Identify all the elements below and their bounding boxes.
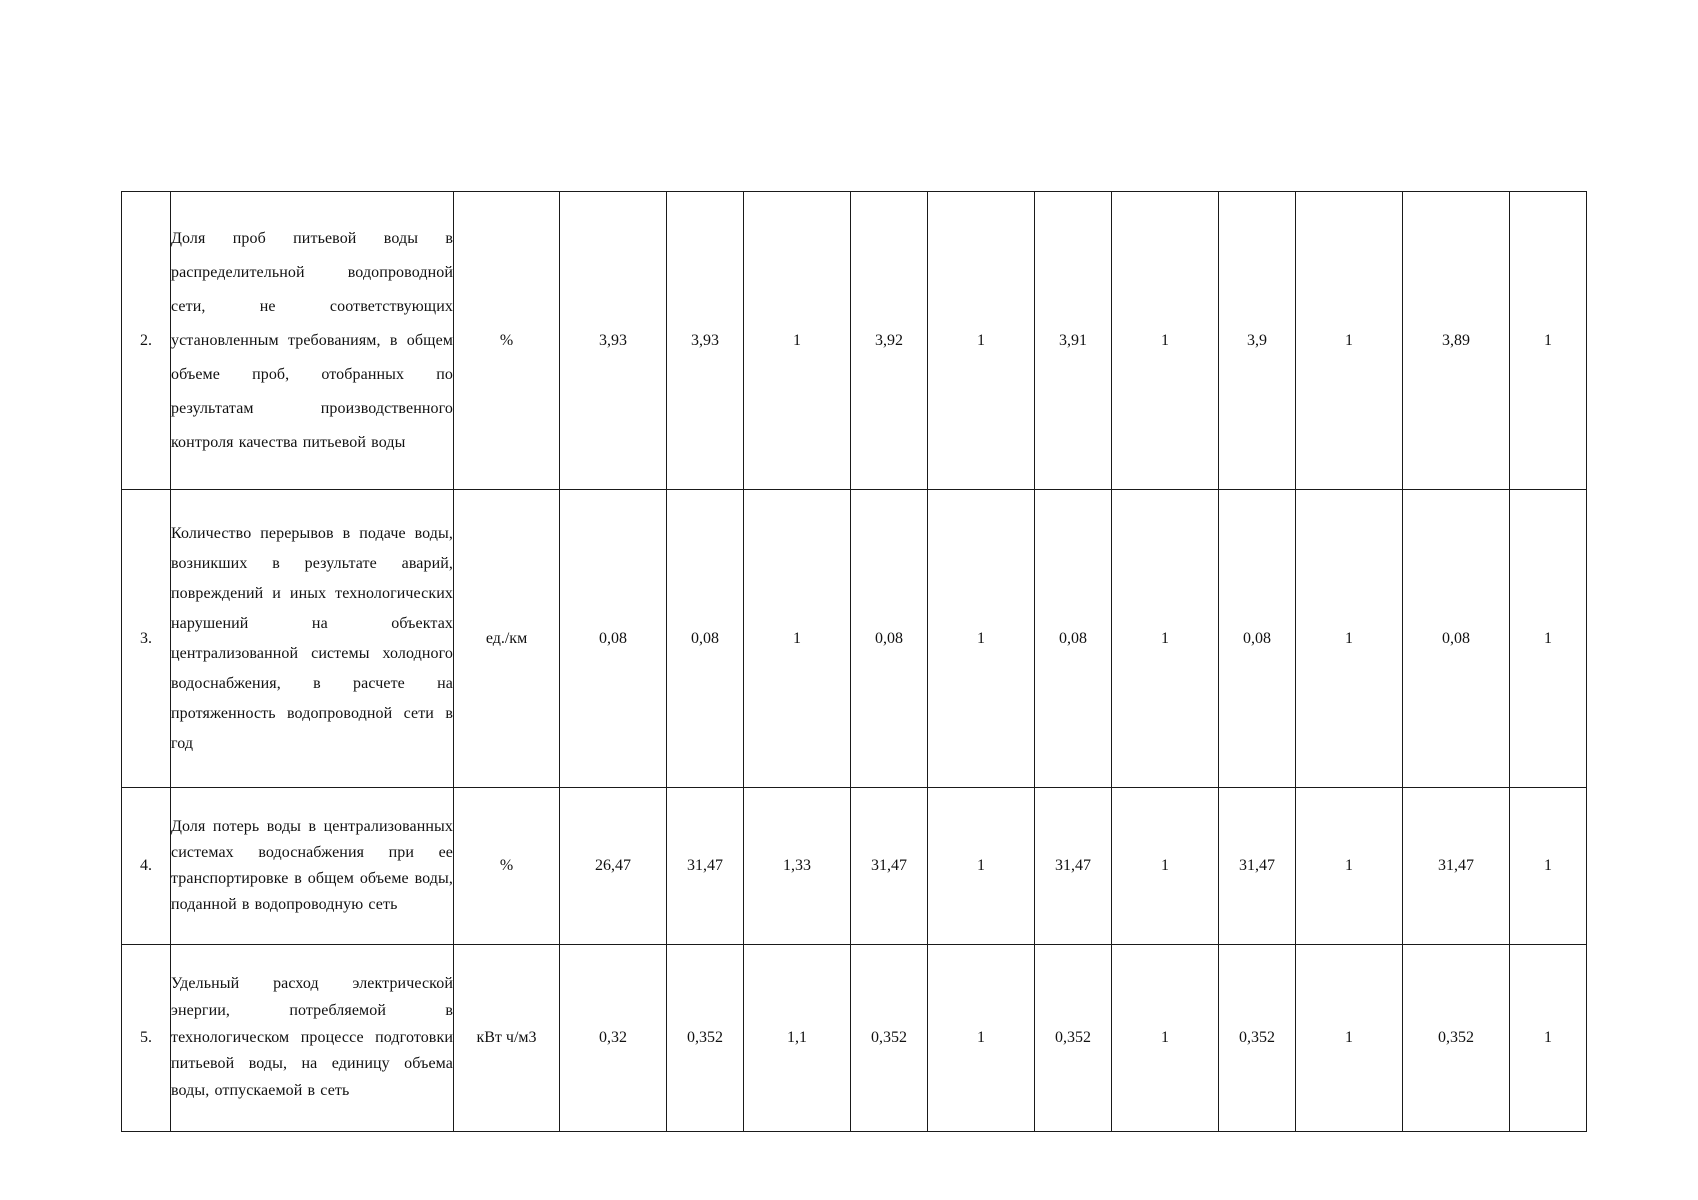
value-cell: 3,9 bbox=[1219, 192, 1296, 490]
value-cell: 1 bbox=[744, 490, 851, 788]
indicator-name bbox=[171, 192, 454, 490]
value-cell: 0,32 bbox=[560, 945, 667, 1132]
value-cell: 0,08 bbox=[1403, 490, 1510, 788]
indicator-name-text: Доля потерь воды в централизованных системах водоснабжения при ее транспортировке в общем объеме воды, поданной в водопроводную сеть bbox=[171, 818, 453, 913]
value-cell: 1 bbox=[928, 788, 1035, 945]
indicator-name-text: Удельный расход электрической энергии, потребляемой в технологическом процессе подготовки питьевой воды, на единицу объема воды, отпускаемой в сеть bbox=[171, 975, 453, 1100]
value-cell: 31,47 bbox=[1403, 788, 1510, 945]
value-cell: 1 bbox=[1112, 788, 1219, 945]
unit-cell: кВт ч/м3 bbox=[454, 945, 560, 1132]
row-number: 3. bbox=[122, 490, 171, 788]
value-cell: 31,47 bbox=[1219, 788, 1296, 945]
value-cell: 1 bbox=[1510, 945, 1587, 1132]
unit-cell: % bbox=[454, 192, 560, 490]
indicator-name-text: Доля проб питьевой воды в распределительной водопроводной сети, не соответствующих установленным требованиям, в общем объеме проб, отобранных по результатам производственного контроля качества питьевой воды bbox=[171, 229, 453, 451]
table-row bbox=[122, 945, 1587, 1132]
value-cell: 1 bbox=[1112, 490, 1219, 788]
indicator-name bbox=[171, 945, 454, 1132]
table-row bbox=[122, 490, 1587, 788]
value-cell: 1 bbox=[1510, 788, 1587, 945]
row-number: 5. bbox=[122, 945, 171, 1132]
value-cell: 1 bbox=[928, 945, 1035, 1132]
value-cell: 26,47 bbox=[560, 788, 667, 945]
indicator-name bbox=[171, 490, 454, 788]
value-cell: 31,47 bbox=[1035, 788, 1112, 945]
value-cell: 0,08 bbox=[851, 490, 928, 788]
value-cell: 1 bbox=[1296, 788, 1403, 945]
value-cell: 1 bbox=[744, 192, 851, 490]
unit-cell: ед./км bbox=[454, 490, 560, 788]
value-cell: 3,91 bbox=[1035, 192, 1112, 490]
row-number: 2. bbox=[122, 192, 171, 490]
value-cell: 0,08 bbox=[667, 490, 744, 788]
value-cell: 0,352 bbox=[1219, 945, 1296, 1132]
table-row bbox=[122, 192, 1587, 490]
value-cell: 31,47 bbox=[851, 788, 928, 945]
value-cell: 1 bbox=[1510, 490, 1587, 788]
value-cell: 0,352 bbox=[851, 945, 928, 1132]
value-cell: 1,33 bbox=[744, 788, 851, 945]
value-cell: 31,47 bbox=[667, 788, 744, 945]
value-cell: 1 bbox=[1296, 945, 1403, 1132]
value-cell: 0,08 bbox=[1219, 490, 1296, 788]
value-cell: 0,08 bbox=[1035, 490, 1112, 788]
value-cell: 0,08 bbox=[560, 490, 667, 788]
value-cell: 3,89 bbox=[1403, 192, 1510, 490]
value-cell: 3,93 bbox=[560, 192, 667, 490]
indicator-name-text: Количество перерывов в подаче воды, возникших в результате аварий, повреждений и иных технологических нарушений на объектах централизованной системы холодного водоснабжения, в расчете на протяженность водопроводной сети в год bbox=[171, 524, 453, 752]
value-cell: 0,352 bbox=[1403, 945, 1510, 1132]
value-cell: 1 bbox=[1112, 945, 1219, 1132]
indicator-name bbox=[171, 788, 454, 945]
value-cell: 0,352 bbox=[667, 945, 744, 1132]
unit-cell: % bbox=[454, 788, 560, 945]
value-cell: 1 bbox=[928, 490, 1035, 788]
value-cell: 1 bbox=[1296, 490, 1403, 788]
value-cell: 1 bbox=[1296, 192, 1403, 490]
row-number: 4. bbox=[122, 788, 171, 945]
value-cell: 1 bbox=[1112, 192, 1219, 490]
value-cell: 3,93 bbox=[667, 192, 744, 490]
value-cell: 0,352 bbox=[1035, 945, 1112, 1132]
value-cell: 1,1 bbox=[744, 945, 851, 1132]
value-cell: 1 bbox=[928, 192, 1035, 490]
value-cell: 3,92 bbox=[851, 192, 928, 490]
indicators-table bbox=[121, 191, 1587, 1132]
value-cell: 1 bbox=[1510, 192, 1587, 490]
table-row bbox=[122, 788, 1587, 945]
